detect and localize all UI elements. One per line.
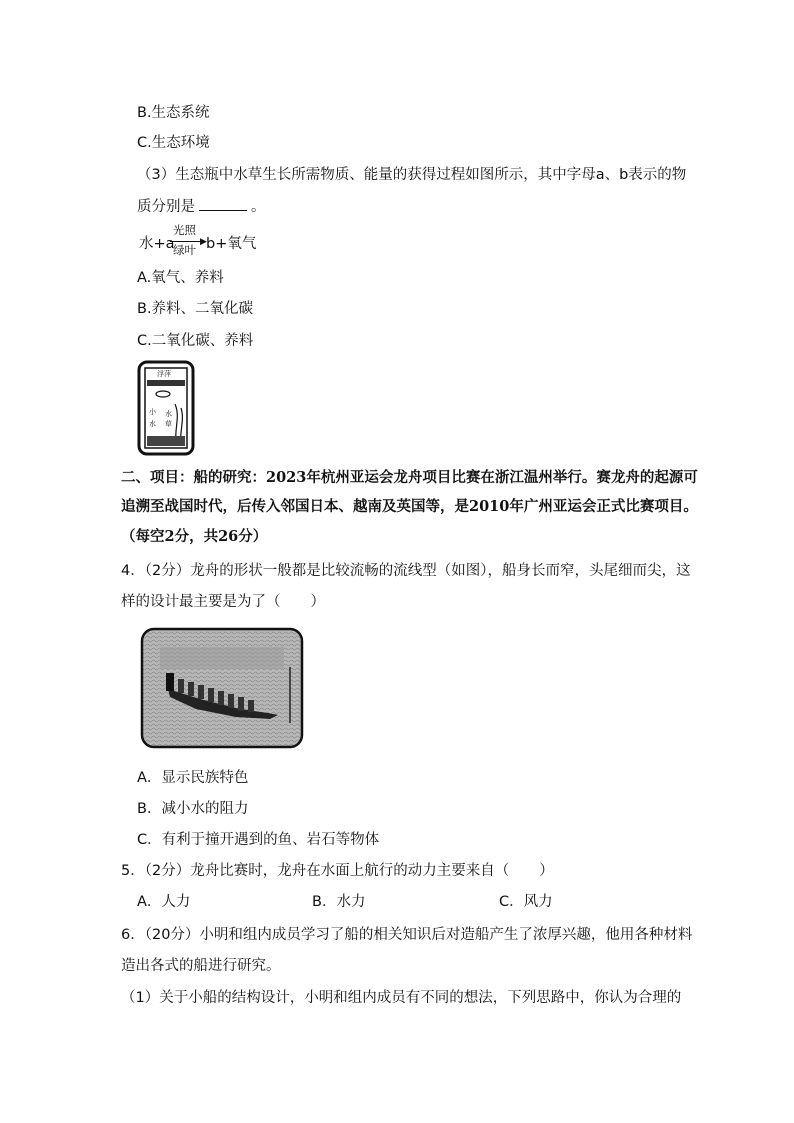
dragon-boat-photo: [140, 627, 304, 749]
q4-stem-line2-end: ）: [310, 594, 325, 610]
section2-line3: （每空2分，共26分）: [121, 528, 268, 545]
answer-blank: [199, 196, 247, 211]
q3-stem-line2-end: 。: [251, 199, 266, 215]
q5-stem-end: ）: [539, 863, 554, 879]
q3-stem-line2-text: 质分别是: [137, 199, 195, 215]
svg-text:水: 水: [149, 420, 156, 428]
q6-stem-line2: 造出各式的船进行研究。: [121, 958, 281, 974]
equation-condition-leaf: 绿叶: [173, 243, 196, 257]
q4-option-c: C．有利于撞开遇到的鱼、岩石等物体: [137, 832, 380, 848]
eco-bottle-figure: [137, 360, 195, 456]
q5-option-b: B．水力: [312, 894, 366, 910]
q4-stem-line1: 4．（2分）龙舟的形状一般都是比较流畅的流线型（如图），船身长而窄，头尾细而尖，这: [121, 563, 691, 579]
option-b-ecosystem: B.生态系统: [137, 105, 210, 121]
dragon-boat-image: [140, 627, 304, 749]
q4-option-a: A．显示民族特色: [137, 770, 249, 786]
q3-stem-line1: （3）生态瓶中水草生长所需物质、能量的获得过程如图所示，其中字母a、b表示的物: [137, 167, 687, 183]
q4-stem-line2-text: 样的设计最主要是为了（: [121, 594, 281, 610]
section2-line2: 追溯至战国时代，后传入邻国日本、越南及英国等，是2010年广州亚运会正式比赛项目。: [121, 498, 698, 515]
q6-stem-line1: 6．（20分）小明和组内成员学习了船的相关知识后对造船产生了浓厚兴趣，他用各种材料: [121, 927, 693, 943]
section2-line1: 二、项目：船的研究：2023年杭州亚运会龙舟项目比赛在浙江温州举行。赛龙舟的起源可: [121, 469, 698, 486]
q3-option-a: A.氧气、养料: [137, 270, 224, 286]
arrow-right-icon: ▶: [200, 237, 207, 247]
q5-option-a: A．人力: [137, 894, 191, 910]
q3-stem-line2: [137, 196, 266, 217]
svg-text:水: 水: [165, 410, 172, 418]
option-c-eco-environment: C.生态环境: [137, 135, 210, 151]
q6-sub1-line1: （1）关于小船的结构设计，小明和组内成员有不同的想法，下列思路中，你认为合理的: [121, 990, 682, 1006]
q5-option-c: C．风力: [499, 894, 553, 910]
photosynthesis-equation: [139, 224, 279, 260]
q3-option-c: C.二氧化碳、养料: [137, 333, 254, 349]
q5-stem: [121, 861, 554, 881]
svg-text:小: 小: [149, 408, 156, 416]
equation-left: 水+a: [139, 236, 175, 252]
q3-option-b: B.养料、二氧化碳: [137, 301, 254, 317]
q5-stem-text: 5．（2分）龙舟比赛时，龙舟在水面上航行的动力主要来自（: [121, 863, 510, 879]
equation-condition-light: 光照: [173, 223, 196, 237]
svg-text:草: 草: [165, 420, 172, 428]
q4-option-b: B．减小水的阻力: [137, 801, 249, 817]
jar-label-duckweed: 浮萍: [157, 370, 171, 378]
q4-stem-line2: [121, 592, 325, 612]
equation-right: b+氧气: [206, 236, 257, 252]
